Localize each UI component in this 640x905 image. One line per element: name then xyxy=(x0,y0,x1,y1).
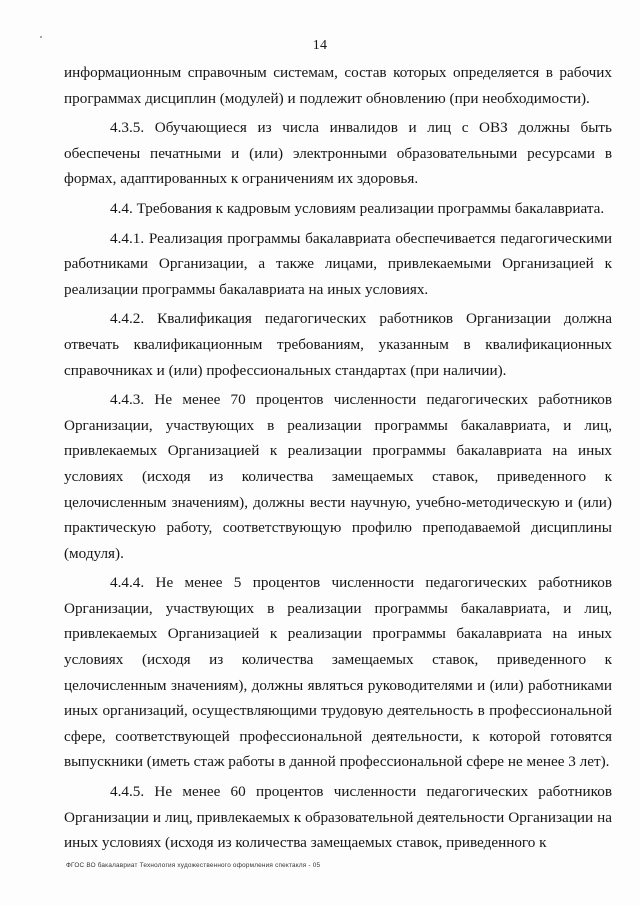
paragraph-4-3-5: 4.3.5. Обучающиеся из числа инвалидов и лиц с ОВЗ должны быть обеспечены печатными и (или) электронными образовательными ресурсами в формах, адаптированных к ограничениям их здоровья. xyxy=(64,119,612,188)
page-number: 14 xyxy=(312,38,328,53)
page-footer: ФГОС ВО бакалавриат Технология художественного оформления спектакля - 05 xyxy=(66,862,321,869)
paragraph-continuation: информационным справочным системам, состав которых определяется в рабочих программах дисциплин (модулей) и подлежит обновлению (при необходимости). xyxy=(64,64,612,107)
paragraph-4-4-5: 4.4.5. Не менее 60 процентов численности педагогических работников Организации и лиц, привлекаемых к образовательной деятельности Организации на иных условиях (исходя из количества замещаемых ставок, приведенного к xyxy=(64,783,612,852)
paragraph-4-4: 4.4. Требования к кадровым условиям реализации программы бакалавриата. xyxy=(110,199,605,217)
paragraph-4-4-4: 4.4.4. Не менее 5 процентов численности педагогических работников Организации, участвующих в реализации программы бакалавриата, и лиц, привлекаемых Организацией к реализации программы бакалавриата на иных условиях (исходя из количества замещаемых ставок, приведенного к целочисленным значениям), должны являться руководителями и (или) работниками иных организаций, осуществляющими трудовую деятельность в профессиональной сфере, соответствующей профессиональной деятельности, к которой готовятся выпускники (иметь стаж работы в данной профессиональной сфере не менее 3 лет). xyxy=(64,574,612,771)
paragraph-4-4-1: 4.4.1. Реализация программы бакалавриата обеспечивается педагогическими работниками Организации, а также лицами, привлекаемыми Организацией к реализации программы бакалавриата на иных условиях. xyxy=(64,229,612,298)
paragraph-4-4-2: 4.4.2. Квалификация педагогических работников Организации должна отвечать квалификационным требованиям, указанным в квалификационных справочниках и (или) профессиональных стандартах (при наличии). xyxy=(64,310,612,379)
page-body xyxy=(64,60,612,856)
paragraph-4-4-3: 4.4.3. Не менее 70 процентов численности педагогических работников Организации, участвующих в реализации программы бакалавриата, и лиц, привлекаемых Организацией к реализации программы бакалавриата на иных условиях (исходя из количества замещаемых ставок, приведенного к целочисленным значениям), должны вести научную, учебно-методическую и (или) практическую работу, соответствующую профилю преподаваемой дисциплины (модуля). xyxy=(64,391,612,562)
